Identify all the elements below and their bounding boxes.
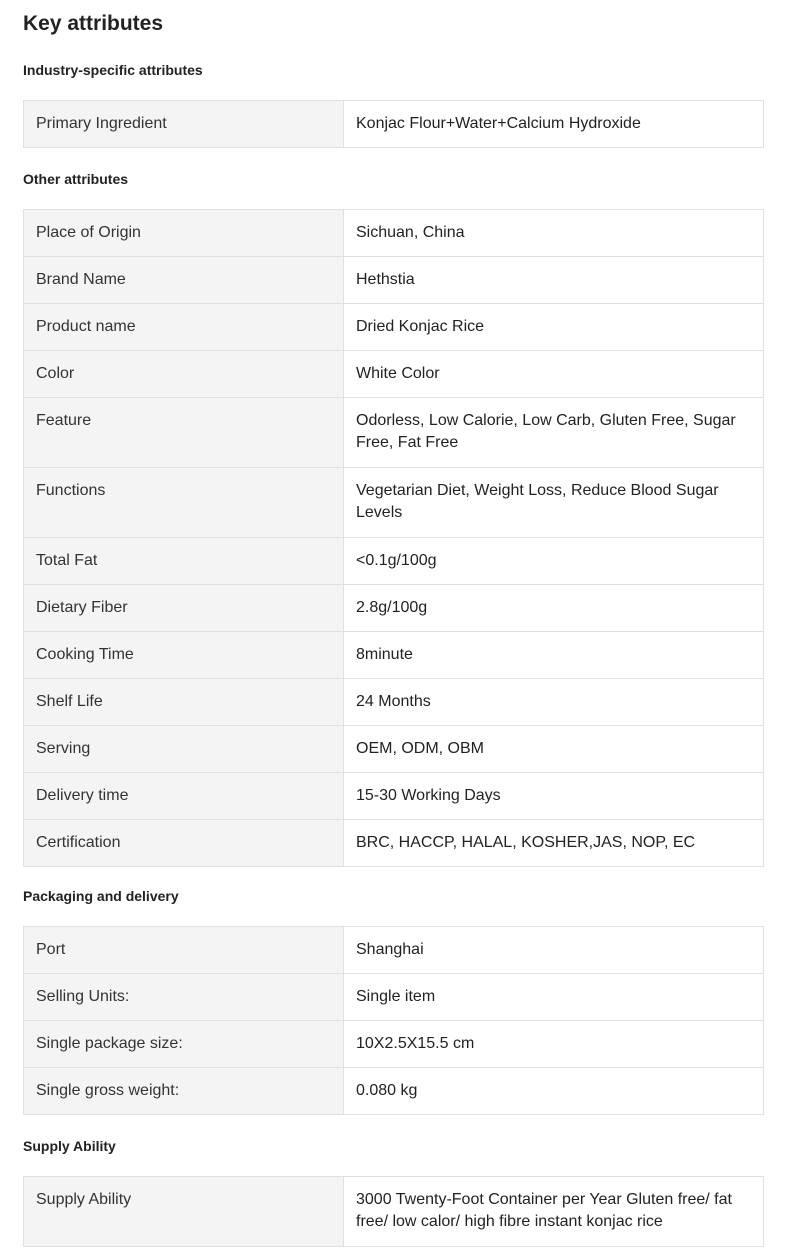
table-row xyxy=(24,679,764,726)
table-row xyxy=(24,927,764,974)
attribute-key: Supply Ability xyxy=(24,1177,344,1247)
attribute-key: Functions xyxy=(24,468,344,538)
section-title-other: Other attributes xyxy=(23,171,129,187)
table-row xyxy=(24,585,764,632)
attribute-value: BRC, HACCP, HALAL, KOSHER,JAS, NOP, EC xyxy=(344,820,764,867)
attribute-value: Vegetarian Diet, Weight Loss, Reduce Blood Sugar Levels xyxy=(344,468,764,538)
attribute-key: Primary Ingredient xyxy=(24,101,344,148)
table-packaging-delivery xyxy=(23,926,764,1115)
attribute-value: OEM, ODM, OBM xyxy=(344,726,764,773)
attribute-key: Color xyxy=(24,351,344,398)
table-row xyxy=(24,538,764,585)
table-row xyxy=(24,1177,764,1247)
table-row xyxy=(24,210,764,257)
attribute-key: Feature xyxy=(24,398,344,468)
attribute-key: Brand Name xyxy=(24,257,344,304)
table-row xyxy=(24,820,764,867)
attribute-value: Hethstia xyxy=(344,257,764,304)
attribute-key: Serving xyxy=(24,726,344,773)
table-other-attributes xyxy=(23,209,764,867)
table-row xyxy=(24,726,764,773)
table-row xyxy=(24,257,764,304)
attribute-value: Shanghai xyxy=(344,927,764,974)
table-row xyxy=(24,1068,764,1115)
attribute-key: Delivery time xyxy=(24,773,344,820)
table-supply-ability xyxy=(23,1176,764,1247)
section-title-packaging: Packaging and delivery xyxy=(23,888,179,904)
table-row xyxy=(24,773,764,820)
table-row xyxy=(24,101,764,148)
attribute-value: 0.080 kg xyxy=(344,1068,764,1115)
attribute-key: Single gross weight: xyxy=(24,1068,344,1115)
table-row xyxy=(24,974,764,1021)
attribute-key: Total Fat xyxy=(24,538,344,585)
attribute-key: Certification xyxy=(24,820,344,867)
attribute-key: Dietary Fiber xyxy=(24,585,344,632)
attribute-value: Dried Konjac Rice xyxy=(344,304,764,351)
attribute-value: 10X2.5X15.5 cm xyxy=(344,1021,764,1068)
attribute-value: Sichuan, China xyxy=(344,210,764,257)
attribute-value: Odorless, Low Calorie, Low Carb, Gluten Free, Sugar Free, Fat Free xyxy=(344,398,764,468)
attribute-value: 15-30 Working Days xyxy=(344,773,764,820)
attribute-value: 24 Months xyxy=(344,679,764,726)
attribute-value: <0.1g/100g xyxy=(344,538,764,585)
attribute-value: White Color xyxy=(344,351,764,398)
table-row xyxy=(24,632,764,679)
attribute-key: Single package size: xyxy=(24,1021,344,1068)
attribute-key: Shelf Life xyxy=(24,679,344,726)
table-row xyxy=(24,304,764,351)
attribute-key: Cooking Time xyxy=(24,632,344,679)
table-row xyxy=(24,351,764,398)
attribute-value: 8minute xyxy=(344,632,764,679)
section-title-supply: Supply Ability xyxy=(23,1138,116,1154)
table-row xyxy=(24,468,764,538)
attribute-key: Port xyxy=(24,927,344,974)
table-row xyxy=(24,398,764,468)
attribute-key: Selling Units: xyxy=(24,974,344,1021)
attribute-value: Single item xyxy=(344,974,764,1021)
table-row xyxy=(24,1021,764,1068)
section-title-industry: Industry-specific attributes xyxy=(23,62,203,78)
attribute-value: 2.8g/100g xyxy=(344,585,764,632)
attribute-key: Place of Origin xyxy=(24,210,344,257)
page-title: Key attributes xyxy=(23,12,164,35)
table-industry-attributes xyxy=(23,100,764,148)
attribute-key: Product name xyxy=(24,304,344,351)
attribute-value: 3000 Twenty-Foot Container per Year Gluten free/ fat free/ low calor/ high fibre instant konjac rice xyxy=(344,1177,764,1247)
attribute-value: Konjac Flour+Water+Calcium Hydroxide xyxy=(344,101,764,148)
